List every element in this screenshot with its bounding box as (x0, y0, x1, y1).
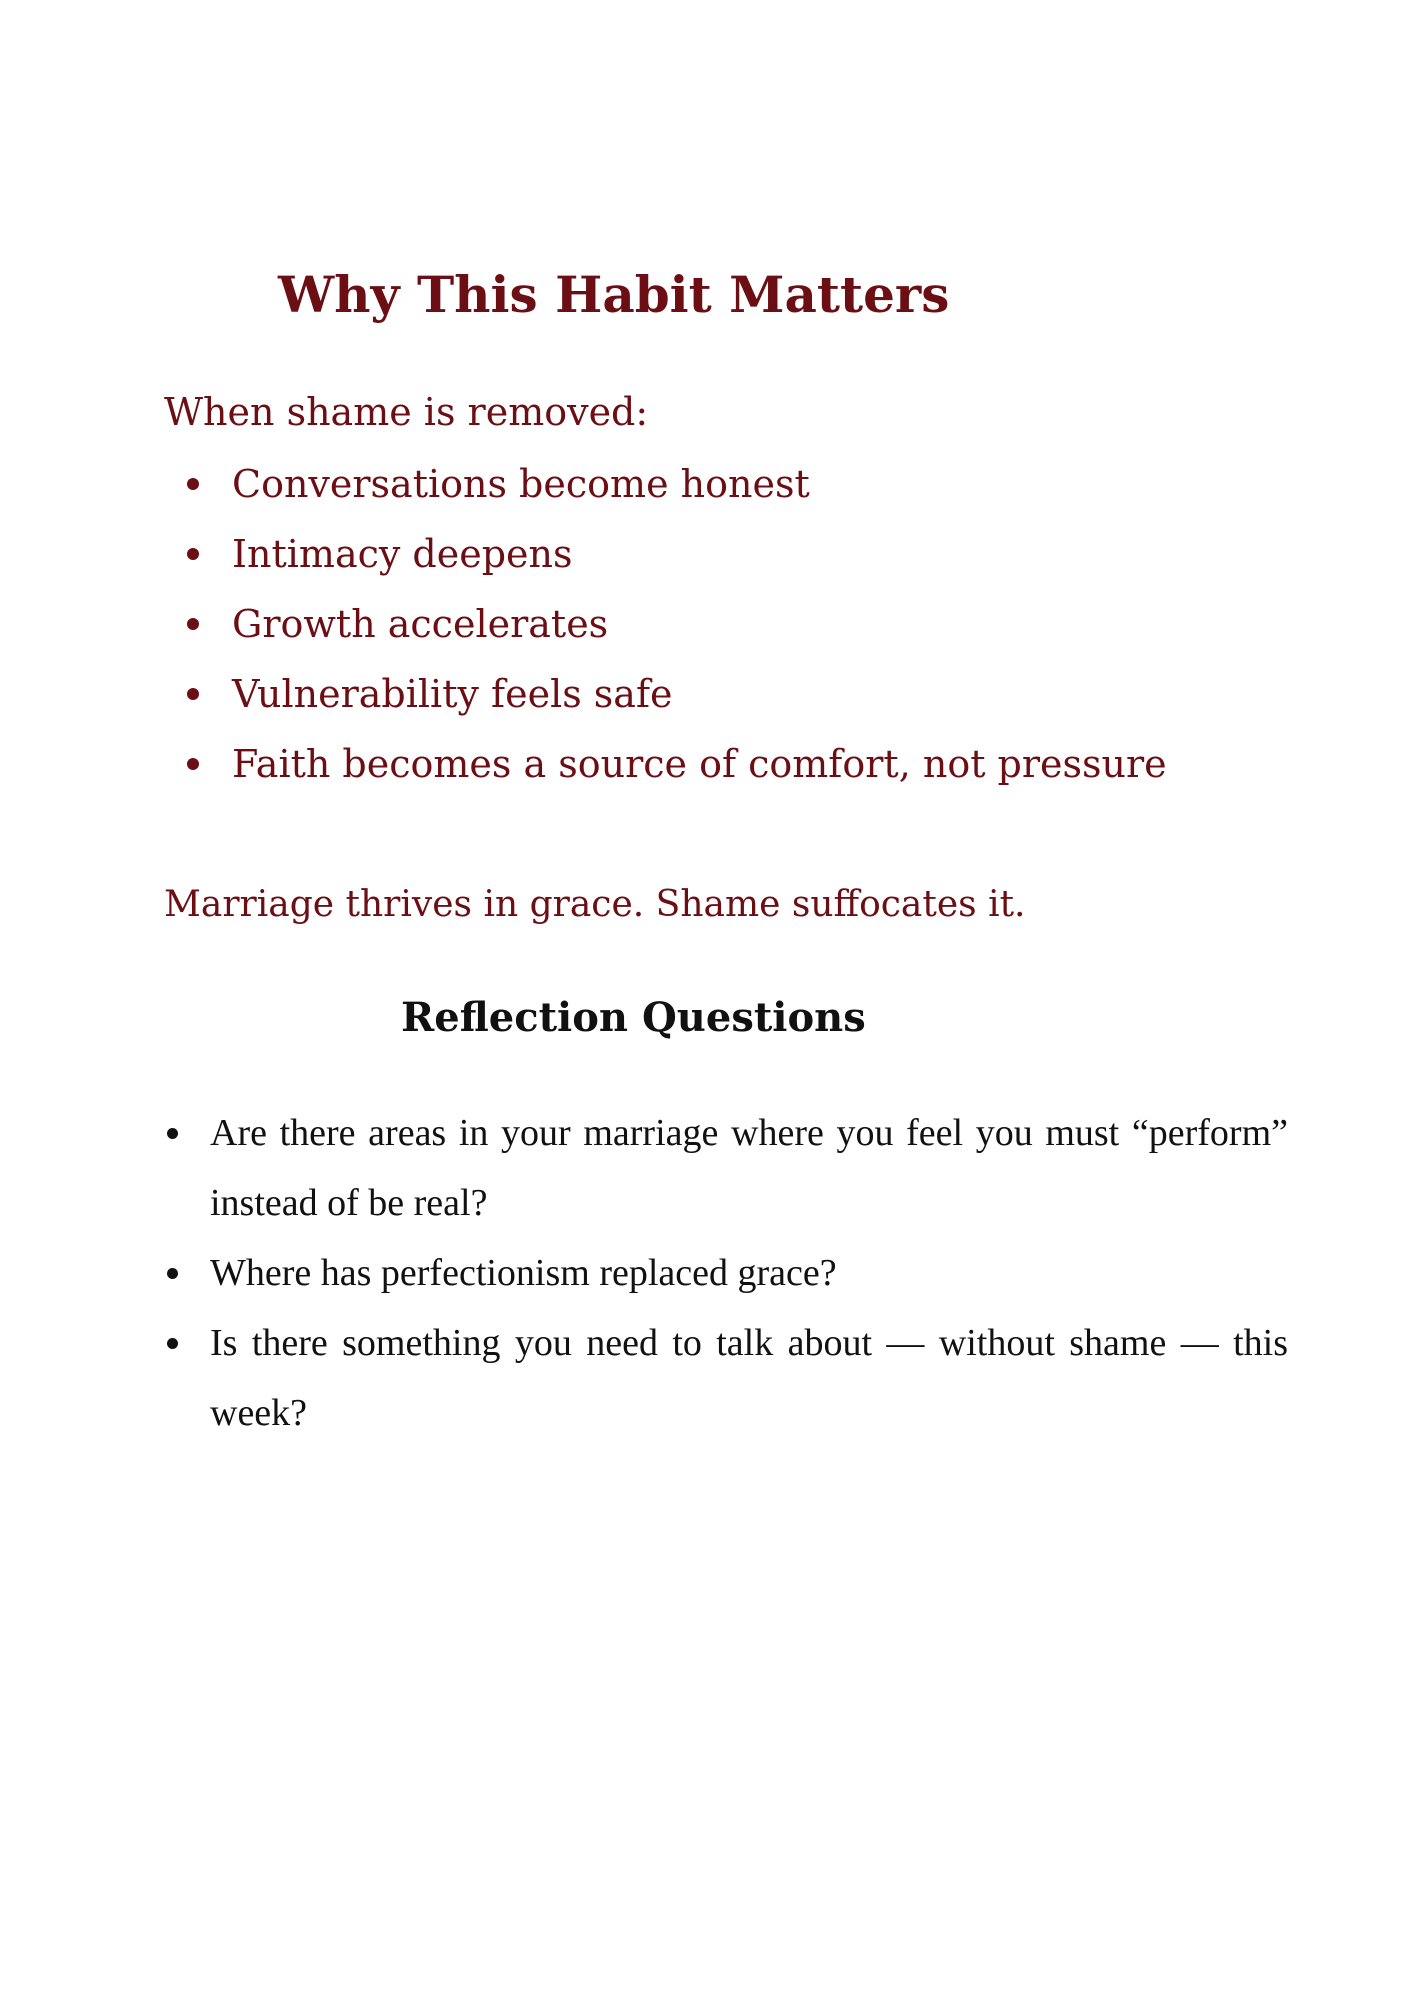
benefit-text: Vulnerability feels safe (232, 672, 673, 716)
closing-statement: Marriage thrives in grace. Shame suffocates it. (164, 884, 1026, 925)
question-item (164, 1238, 1288, 1308)
benefit-item (164, 598, 1167, 668)
benefit-item (164, 528, 1167, 598)
benefit-text: Conversations become honest (232, 462, 810, 506)
bullet-icon (187, 618, 199, 630)
reflection-questions-list (164, 1098, 1288, 1448)
intro-text: When shame is removed: (164, 390, 649, 434)
question-text: Is there something you need to talk about — without shame — this week? (210, 1322, 1288, 1434)
section-heading: Why This Habit Matters (278, 265, 950, 324)
bullet-icon (187, 548, 199, 560)
question-item (164, 1308, 1288, 1448)
bullet-icon (167, 1338, 178, 1349)
bullet-icon (167, 1128, 178, 1139)
bullet-icon (187, 478, 199, 490)
bullet-icon (167, 1268, 178, 1279)
bullet-icon (187, 758, 199, 770)
question-text: Where has perfectionism replaced grace? (210, 1252, 837, 1294)
benefits-list (164, 458, 1167, 808)
benefit-text: Intimacy deepens (232, 532, 573, 576)
benefit-text: Faith becomes a source of comfort, not pressure (232, 742, 1167, 786)
benefit-item (164, 458, 1167, 528)
benefit-text: Growth accelerates (232, 602, 609, 646)
bullet-icon (187, 688, 199, 700)
reflection-heading: Reflection Questions (401, 994, 866, 1041)
benefit-item (164, 738, 1167, 808)
question-item (164, 1098, 1288, 1238)
benefit-item (164, 668, 1167, 738)
question-text: Are there areas in your marriage where you feel you must “perform” instead of be real? (210, 1112, 1288, 1224)
